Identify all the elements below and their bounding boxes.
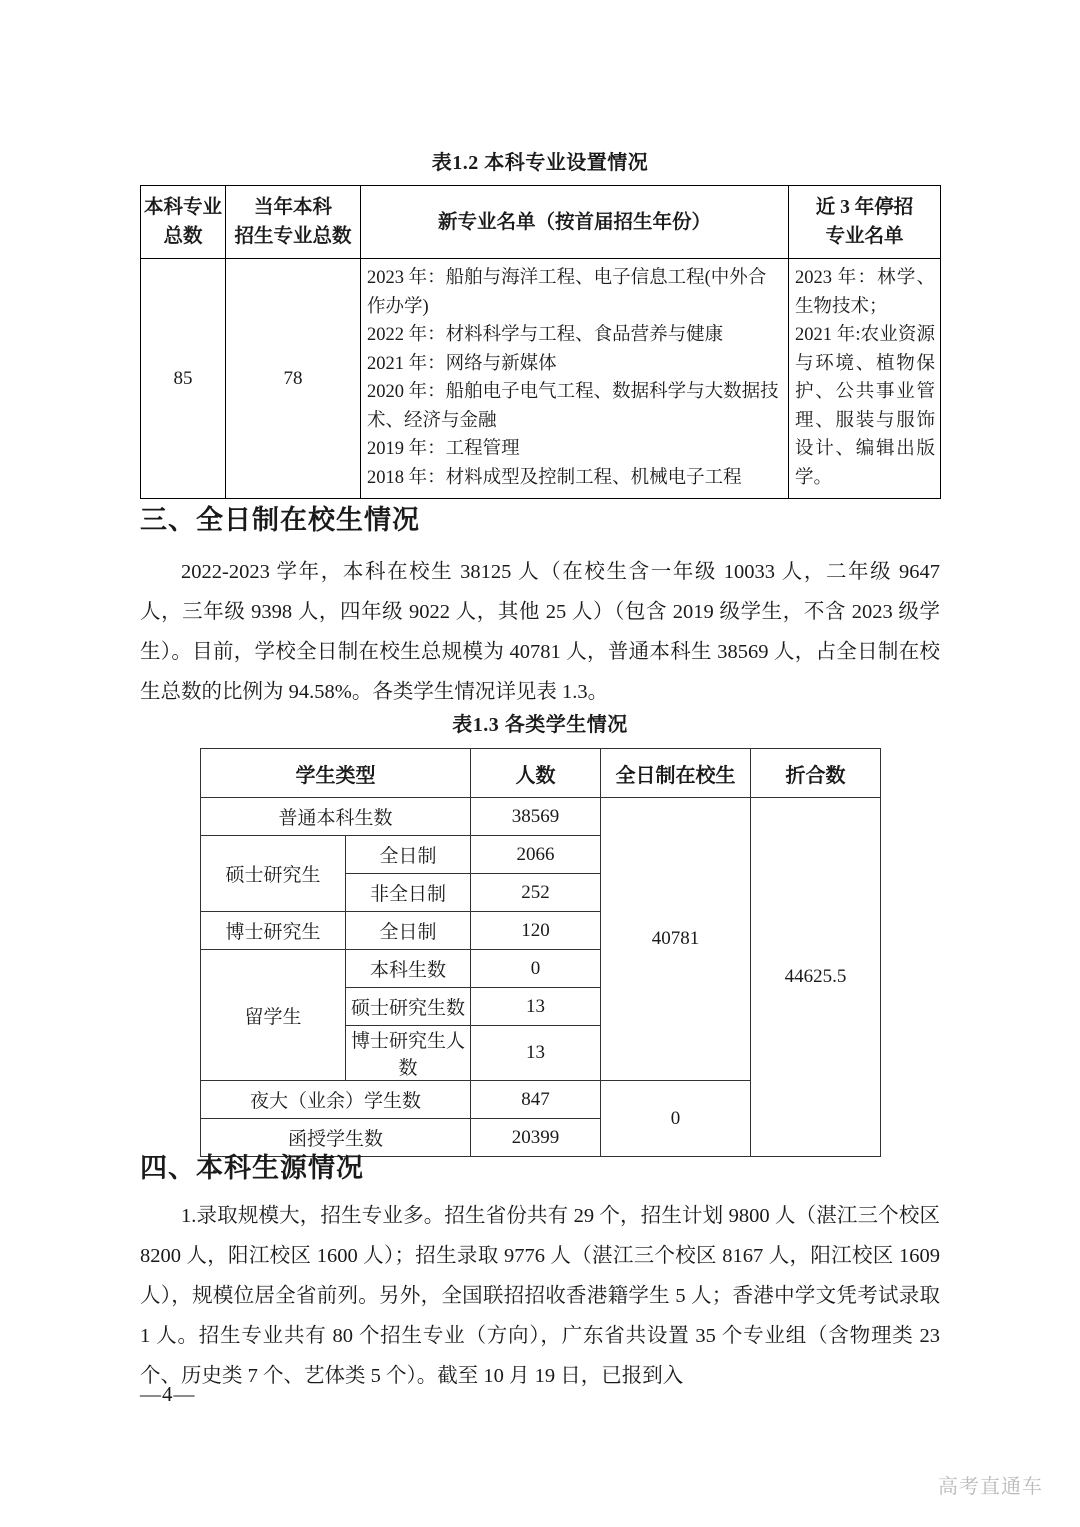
value-fulltime-enrolled-total: 40781 <box>601 798 751 1081</box>
value-equivalent-total: 44625.5 <box>751 798 881 1157</box>
new-major-year-2019: 2019 年：工程管理 <box>367 439 520 459</box>
count-correspondence: 20399 <box>471 1119 601 1157</box>
header-suspended-line2: 专业名单 <box>825 226 904 247</box>
watermark: 高考直通车 <box>938 1476 1043 1498</box>
header-fulltime-enrolled: 全日制在校生 <box>601 749 751 798</box>
label-correspondence: 函授学生数 <box>201 1119 471 1157</box>
header-count: 人数 <box>471 749 601 798</box>
label-doctor-fulltime: 全日制 <box>346 912 471 950</box>
header-new-majors: 新专业名单（按首届招生年份） <box>361 186 789 259</box>
header-equivalent: 折合数 <box>751 749 881 798</box>
new-major-year-2023: 2023 年：船舶与海洋工程、电子信息工程(中外合作办学) <box>367 268 767 317</box>
count-general-undergrad: 38569 <box>471 798 601 836</box>
table-1-2-caption: 表1.2 本科专业设置情况 <box>431 152 649 174</box>
section-3-paragraph: 2022-2023 学年，本科在校生 38125 人（在校生含一年级 10033 人，二年级 9647 人，三年级 9398 人，四年级 9022 人，其他 25 人）（包含 2019 级学生，不含 2023 级学生）。目前，学校全日制在校生总规模为 40781 人，普通本科生 38569 人，占全日制在校生总数的比例为 94.58%。各类学生情况详见表 1.3。 <box>140 561 940 703</box>
table-1-2 <box>140 185 941 499</box>
label-general-undergrad: 普通本科生数 <box>201 798 471 836</box>
label-intl-master: 硕士研究生数 <box>346 988 471 1026</box>
cell-suspended-majors-list <box>789 259 941 499</box>
header-suspended-line1: 近 3 年停招 <box>815 197 914 218</box>
cell-total-majors: 85 <box>141 259 226 499</box>
header-total-majors <box>141 186 226 259</box>
table-1-3-header-row <box>201 749 881 798</box>
label-master-parttime: 非全日制 <box>346 874 471 912</box>
cell-new-majors-list <box>361 259 789 499</box>
label-master: 硕士研究生 <box>201 836 346 912</box>
suspended-year-2021: 2021 年:农业资源与环境、植物保护、公共事业管理、服装与服饰设计、编辑出版学。 <box>795 325 935 488</box>
header-current-year-line2: 招生专业总数 <box>234 226 352 247</box>
section-4-paragraph: 1.录取规模大，招生专业多。招生省份共有 29 个，招生计划 9800 人（湛江三个校区 8200 人，阳江校区 1600 人）；招生录取 9776 人（湛江三个校区 8167 人，阳江校区 1609 人），规模位居全省前列。另外，全国联招招收香港籍学生 5 人；香港中学文凭考试录取 1 人。招生专业共有 80 个招生专业（方向），广东省共设置 35 个专业组（含物理类 23 个、历史类 7 个、艺体类 5 个）。截至 10 月 19 日，已报到入 <box>140 1205 940 1387</box>
header-student-type: 学生类型 <box>201 749 471 798</box>
new-major-year-2020: 2020 年：船舶电子电气工程、数据科学与大数据技术、经济与金融 <box>367 382 779 431</box>
section-3-heading: 三、全日制在校生情况 <box>140 505 420 535</box>
label-evening: 夜大（业余）学生数 <box>201 1081 471 1119</box>
header-total-majors-line1: 本科专业 <box>143 197 222 218</box>
table-row <box>201 798 881 836</box>
table-1-3-caption: 表1.3 各类学生情况 <box>452 714 628 736</box>
count-evening: 847 <box>471 1081 601 1119</box>
count-doctor-fulltime: 120 <box>471 912 601 950</box>
count-master-parttime: 252 <box>471 874 601 912</box>
table-1-3 <box>200 748 881 1157</box>
new-major-year-2022: 2022 年：材料科学与工程、食品营养与健康 <box>367 325 724 345</box>
label-doctor: 博士研究生 <box>201 912 346 950</box>
label-international: 留学生 <box>201 950 346 1081</box>
header-total-majors-line2: 总数 <box>163 226 203 247</box>
count-intl-undergrad: 0 <box>471 950 601 988</box>
new-major-year-2018: 2018 年：材料成型及控制工程、机械电子工程 <box>367 467 742 488</box>
count-master-fulltime: 2066 <box>471 836 601 874</box>
count-intl-doctor: 13 <box>471 1026 601 1081</box>
header-current-year-line1: 当年本科 <box>253 197 332 218</box>
suspended-year-2023: 2023 年：林学、生物技术； <box>795 268 935 317</box>
header-current-year-majors <box>226 186 361 259</box>
table-1-2-data-row <box>141 259 941 499</box>
value-fulltime-enrolled-adult: 0 <box>601 1081 751 1157</box>
count-intl-master: 13 <box>471 988 601 1026</box>
section-4-heading: 四、本科生源情况 <box>140 1153 364 1183</box>
cell-current-year-majors: 78 <box>226 259 361 499</box>
label-intl-undergrad: 本科生数 <box>346 950 471 988</box>
label-master-fulltime: 全日制 <box>346 836 471 874</box>
table-1-2-header-row <box>141 186 941 259</box>
label-intl-doctor: 博士研究生人数 <box>346 1026 471 1081</box>
new-major-year-2021: 2021 年：网络与新媒体 <box>367 353 557 374</box>
header-suspended-majors <box>789 186 941 259</box>
page-number: —4— <box>140 1382 196 1406</box>
